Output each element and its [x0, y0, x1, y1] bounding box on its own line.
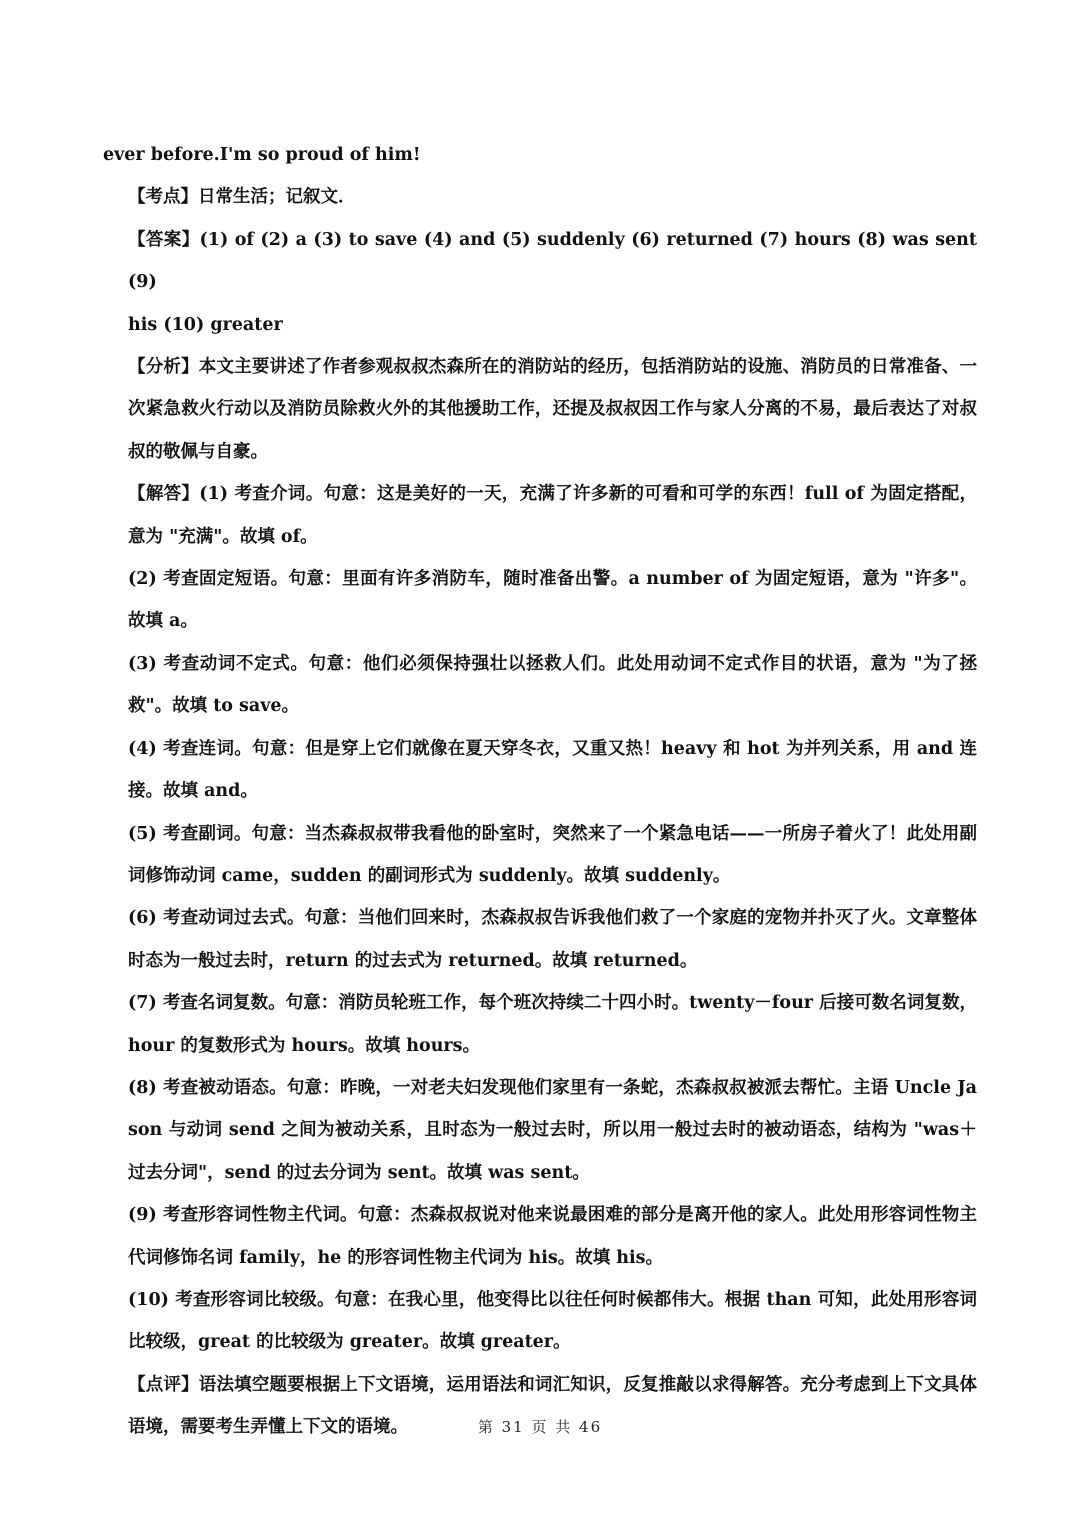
kaodian-line: 【考点】日常生活；记叙文．: [128, 187, 356, 208]
solution-paragraph-10: (10) 考查形容词比较级。句意：在我心里，他变得比以往任何时候都伟大。根据 than 可知，此处用形容词比较级，great 的比较级为 greater。故填 greater。: [128, 1289, 977, 1353]
continuation-text: ever before.I'm so proud of him!: [103, 145, 421, 165]
solution-paragraph-5: (5) 考查副词。句意：当杰森叔叔带我看他的卧室时，突然来了一个紧急电话——一所房子着火了！此处用副词修饰动词 came，sudden 的副词形式为 suddenly。故填 suddenly。: [128, 823, 977, 886]
solution-paragraph-4: (4) 考查连词。句意：但是穿上它们就像在夏天穿冬衣，又重又热！heavy 和 hot 为并列关系，用 and 连接。故填 and。: [128, 738, 977, 802]
answer-line-1: 【答案】(1) of (2) a (3) to save (4) and (5) suddenly (6) returned (7) hours (8) was sent (9): [128, 229, 977, 293]
solution-paragraph-7: (7) 考查名词复数。句意：消防员轮班工作，每个班次持续二十四小时。twenty－four 后接可数名词复数，hour 的复数形式为 hours。故填 hours。: [128, 993, 977, 1056]
solution-paragraph-1: 【解答】(1) 考查介词。句意：这是美好的一天，充满了许多新的可看和可学的东西！full of 为固定搭配，意为 "充满"。故填 of。: [128, 484, 977, 547]
comment-paragraph: 【点评】语法填空题要根据上下文语境，运用语法和词汇知识，反复推敲以求得解答。充分考虑到上下文具体语境，需要考生弄懂上下文的语境。: [128, 1374, 977, 1438]
solution-paragraph-2: (2) 考查固定短语。句意：里面有许多消防车，随时准备出警。a number of 为固定短语，意为 "许多"。故填 a。: [128, 569, 977, 632]
solution-paragraph-9: (9) 考查形容词性物主代词。句意：杰森叔叔说对他来说最困难的部分是离开他的家人。此处用形容词性物主代词修饰名词 family，he 的形容词性物主代词为 his。故填 his。: [128, 1205, 977, 1268]
page-number-footer: 第 31 页 共 46: [477, 1418, 603, 1436]
page-content: [103, 134, 977, 1449]
answer-line-2: his (10) greater: [128, 314, 283, 335]
solution-paragraph-6: (6) 考查动词过去式。句意：当他们回来时，杰森叔叔告诉我他们救了一个家庭的宠物并扑灭了火。文章整体时态为一般过去时，return 的过去式为 returned。故填 returned。: [128, 908, 977, 971]
solution-paragraph-8: (8) 考查被动语态。句意：昨晚，一对老夫妇发现他们家里有一条蛇，杰森叔叔被派去帮忙。主语 Uncle Jason 与动词 send 之间为被动关系，且时态为一般过去时，所以用一般过去时的被动语态，结构为 "was＋ 过去分词"，send 的过去分词为 sent。故填 was sent。: [128, 1077, 977, 1183]
solution-paragraph-3: (3) 考查动词不定式。句意：他们必须保持强壮以拯救人们。此处用动词不定式作目的状语，意为 "为了拯救"。故填 to save。: [128, 653, 977, 717]
analysis-paragraph: 【分析】本文主要讲述了作者参观叔叔杰森所在的消防站的经历，包括消防站的设施、消防员的日常准备、一次紧急救火行动以及消防员除救火外的其他援助工作，还提及叔叔因工作与家人分离的不易，最后表达了对叔叔的敬佩与自豪。: [128, 357, 977, 462]
